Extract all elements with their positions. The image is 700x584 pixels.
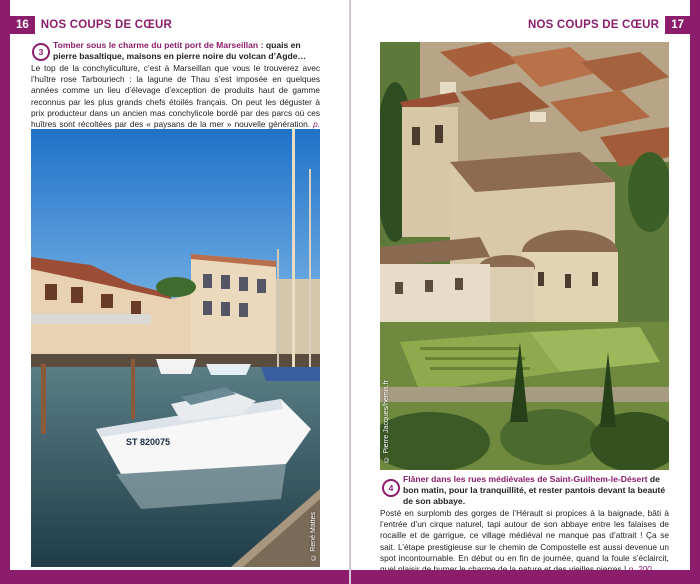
marseillan-port-photo [31, 129, 320, 567]
right-page-header [522, 16, 690, 34]
entry-title [53, 40, 323, 62]
photo-credit: © Pierre Jacques/hemis.fr [383, 379, 390, 462]
left-page-edge-bar [0, 0, 10, 584]
boat-registration: ST 820075 [126, 437, 171, 447]
entry-body [380, 508, 669, 575]
saint-guilhem-abbey-image [380, 42, 669, 470]
left-page [0, 0, 349, 584]
page-number: 16 [10, 16, 35, 34]
entry-body-text: Posté en surplomb des gorges de l’Hérault si propices à la baignade, bâti à l’entrée d’un cirque naturel, tapi autour de son abbaye entre les falaises de rocaille et de garrigue, ce village médiéval ne manque pas d’attrait ! Ça se sait. L’étape prestigieuse sur le chemin de Compostelle est aussi devenue un spot incontournable. En début ou en fin de journée, quand la foule s’éclaircit, [380, 508, 669, 563]
entry-title-highlight: Flâner dans les rues médiévales de Saint-Guilhem-le-Désert [403, 474, 648, 484]
right-page-edge-bar [690, 0, 700, 584]
entry-body-text: Le top de la conchyliculture, c’est à Marseillan que vous le trouverez avec l’huître rose Tarbouriech : la lagune de Thau s’est imposée en quelques années comme un lieu d’élevage d’exception de produits haut de gamme reconnus par les plus grands chefs étoilés français. On peut les déguster à prix producteur dans un ancien mas conchylicole bordé par des parcs où ces huîtres sont récoltées par des « paysans de la mer » nouvelle génération. [31, 63, 320, 130]
right-page [351, 0, 700, 584]
entry-number-badge: 3 [32, 43, 50, 61]
marseillan-port-image [31, 129, 320, 567]
entry-title-rest: de bon matin, pour la tranquillité, et rester pantois devant la beauté de son abbaye. [403, 474, 666, 507]
left-page-header [10, 16, 178, 34]
photo-credit: © René Mattes [310, 512, 317, 561]
page-number: 17 [665, 16, 690, 34]
entry-number-badge: 4 [382, 479, 400, 497]
entry-title [403, 474, 668, 508]
right-page-bottom-bar [351, 570, 700, 584]
entry-title-rest: quais en pierre basaltique, maisons en pierre noire du volcan d’Agde… [53, 40, 307, 62]
left-page-bottom-bar [0, 570, 349, 584]
section-title: NOS COUPS DE CŒUR [40, 19, 172, 31]
section-title: NOS COUPS DE CŒUR [528, 19, 660, 31]
saint-guilhem-abbey-photo [380, 42, 669, 470]
page-reference: p. [313, 119, 320, 130]
entry-title-highlight: Tomber sous le charme du petit port de Marseillan : [53, 40, 264, 50]
